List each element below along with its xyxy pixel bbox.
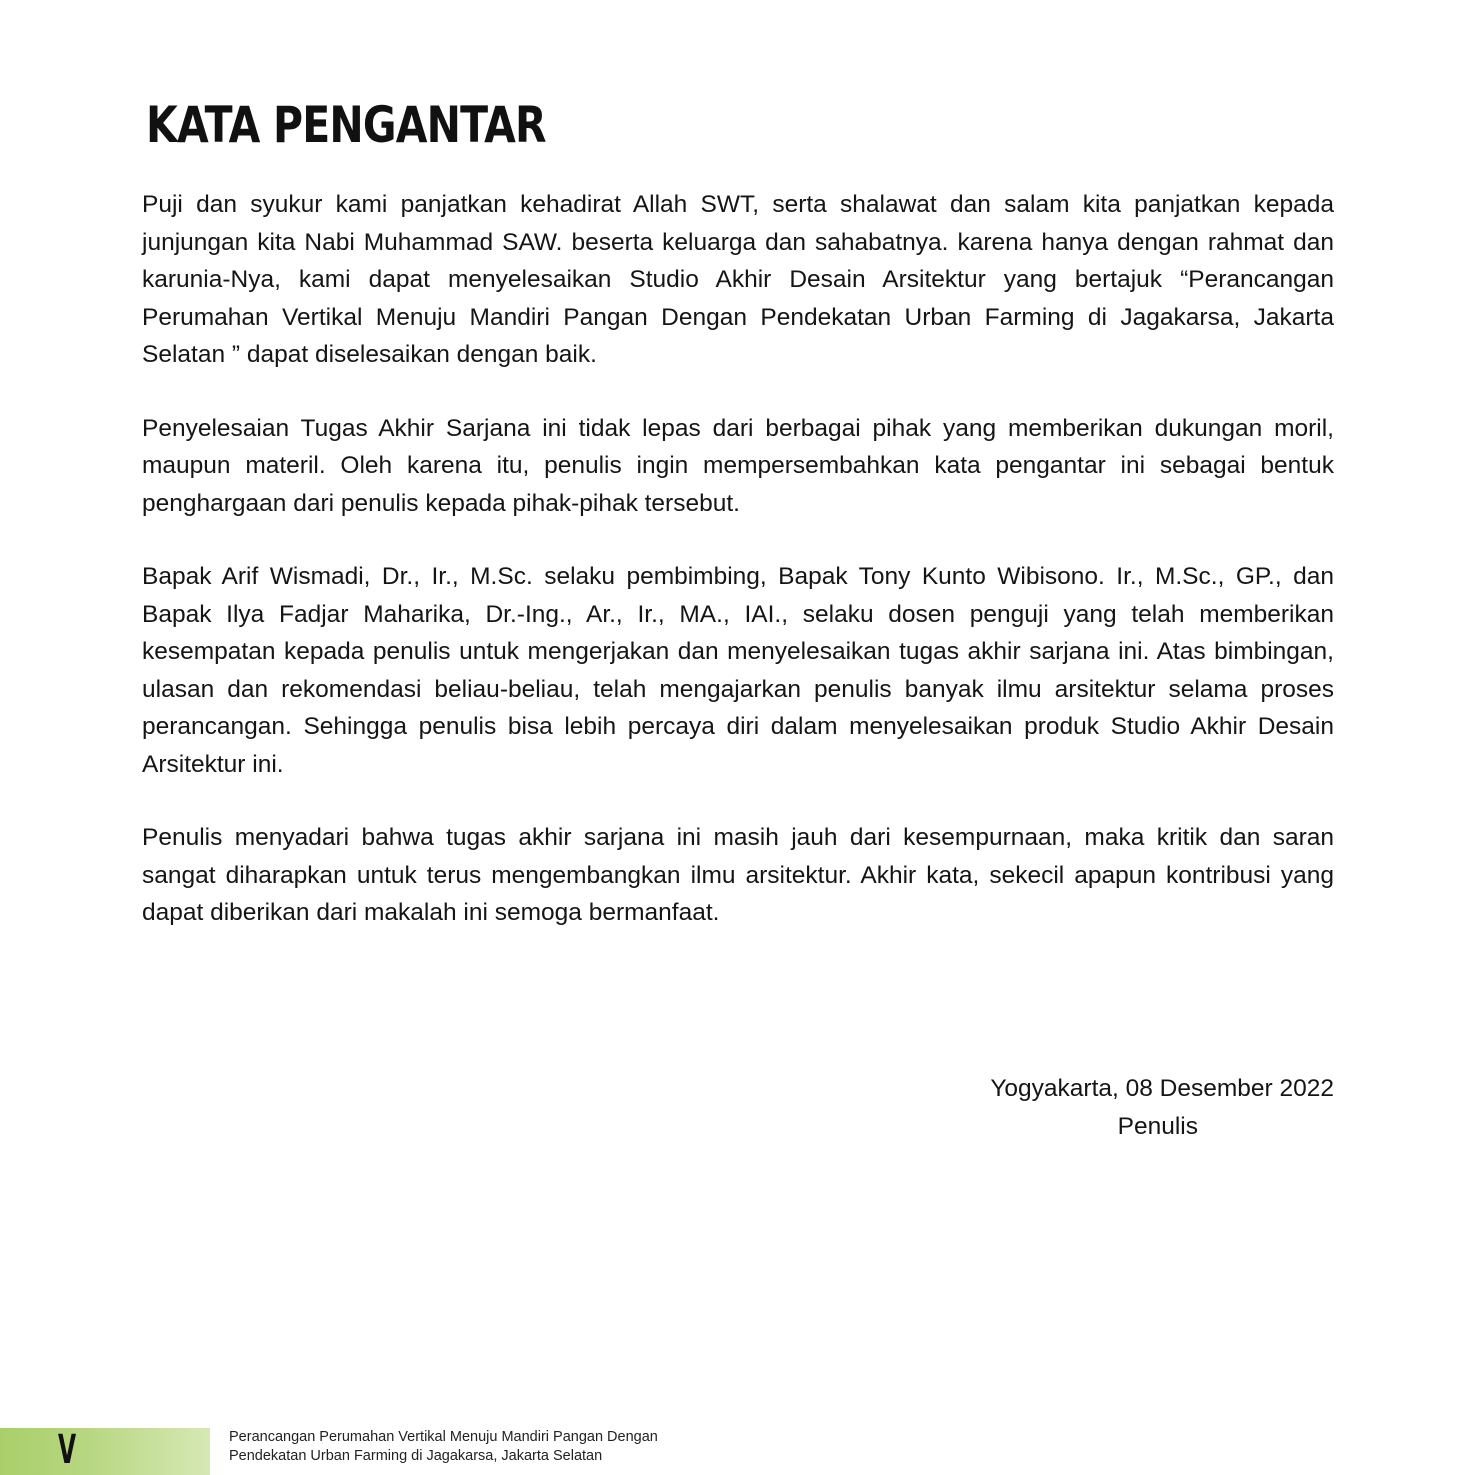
page-number: V (58, 1427, 77, 1473)
footer-caption-line-1: Perancangan Perumahan Vertikal Menuju Mandiri Pangan Dengan (229, 1429, 658, 1445)
footer-caption (229, 1428, 658, 1466)
paragraph-1: Puji dan syukur kami panjatkan kehadirat Allah SWT, serta shalawat dan salam kita panjatkan kepada junjungan kita Nabi Muhammad SAW. beserta keluarga dan sahabatnya. karena hanya dengan rahmat dan karunia-Nya, kami dapat menyelesaikan Studio Akhir Desain Arsitektur yang bertajuk “Perancangan Perumahan Vertikal Menuju Mandiri Pangan Dengan Pendekatan Urban Farming di Jagakarsa, Jakarta Selatan ” dapat diselesaikan dengan baik. (142, 191, 1334, 368)
footer-caption-line-2: Pendekatan Urban Farming di Jagakarsa, Jakarta Selatan (229, 1448, 603, 1464)
page-title: KATA PENGANTAR (146, 96, 546, 154)
paragraph-4: Penulis menyadari bahwa tugas akhir sarjana ini masih jauh dari kesempurnaan, maka kritik dan saran sangat diharapkan untuk terus mengembangkan ilmu arsitektur. Akhir kata, sekecil apapun kontribusi yang dapat diberikan dari makalah ini semoga bermanfaat. (142, 824, 1334, 926)
page-footer (0, 1428, 1476, 1475)
signature-block (990, 1070, 1334, 1145)
paragraph-3: Bapak Arif Wismadi, Dr., Ir., M.Sc. selaku pembimbing, Bapak Tony Kunto Wibisono. Ir., M.Sc., GP., dan Bapak Ilya Fadjar Maharika, Dr.-Ing., Ar., Ir., MA., IAI., selaku dosen penguji yang telah memberikan kesempatan kepada penulis untuk mengerjakan dan menyelesaikan tugas akhir sarjana ini. Atas bimbingan, ulasan dan rekomendasi beliau-beliau, telah mengajarkan penulis banyak ilmu arsitektur selama proses perancangan. Sehingga penulis bisa lebih percaya diri dalam menyelesaikan produk Studio Akhir Desain Arsitektur ini. (142, 563, 1334, 778)
paragraph-2: Penyelesaian Tugas Akhir Sarjana ini tidak lepas dari berbagai pihak yang memberikan dukungan moril, maupun materil. Oleh karena itu, penulis ingin mempersembahkan kata pengantar ini sebagai bentuk penghargaan dari penulis kepada pihak-pihak tersebut. (142, 414, 1334, 517)
body-text (142, 186, 1334, 968)
place-date: Yogyakarta, 08 Desember 2022 (990, 1075, 1334, 1102)
footer-accent-bar (0, 1428, 210, 1475)
author-label: Penulis (1117, 1112, 1198, 1140)
